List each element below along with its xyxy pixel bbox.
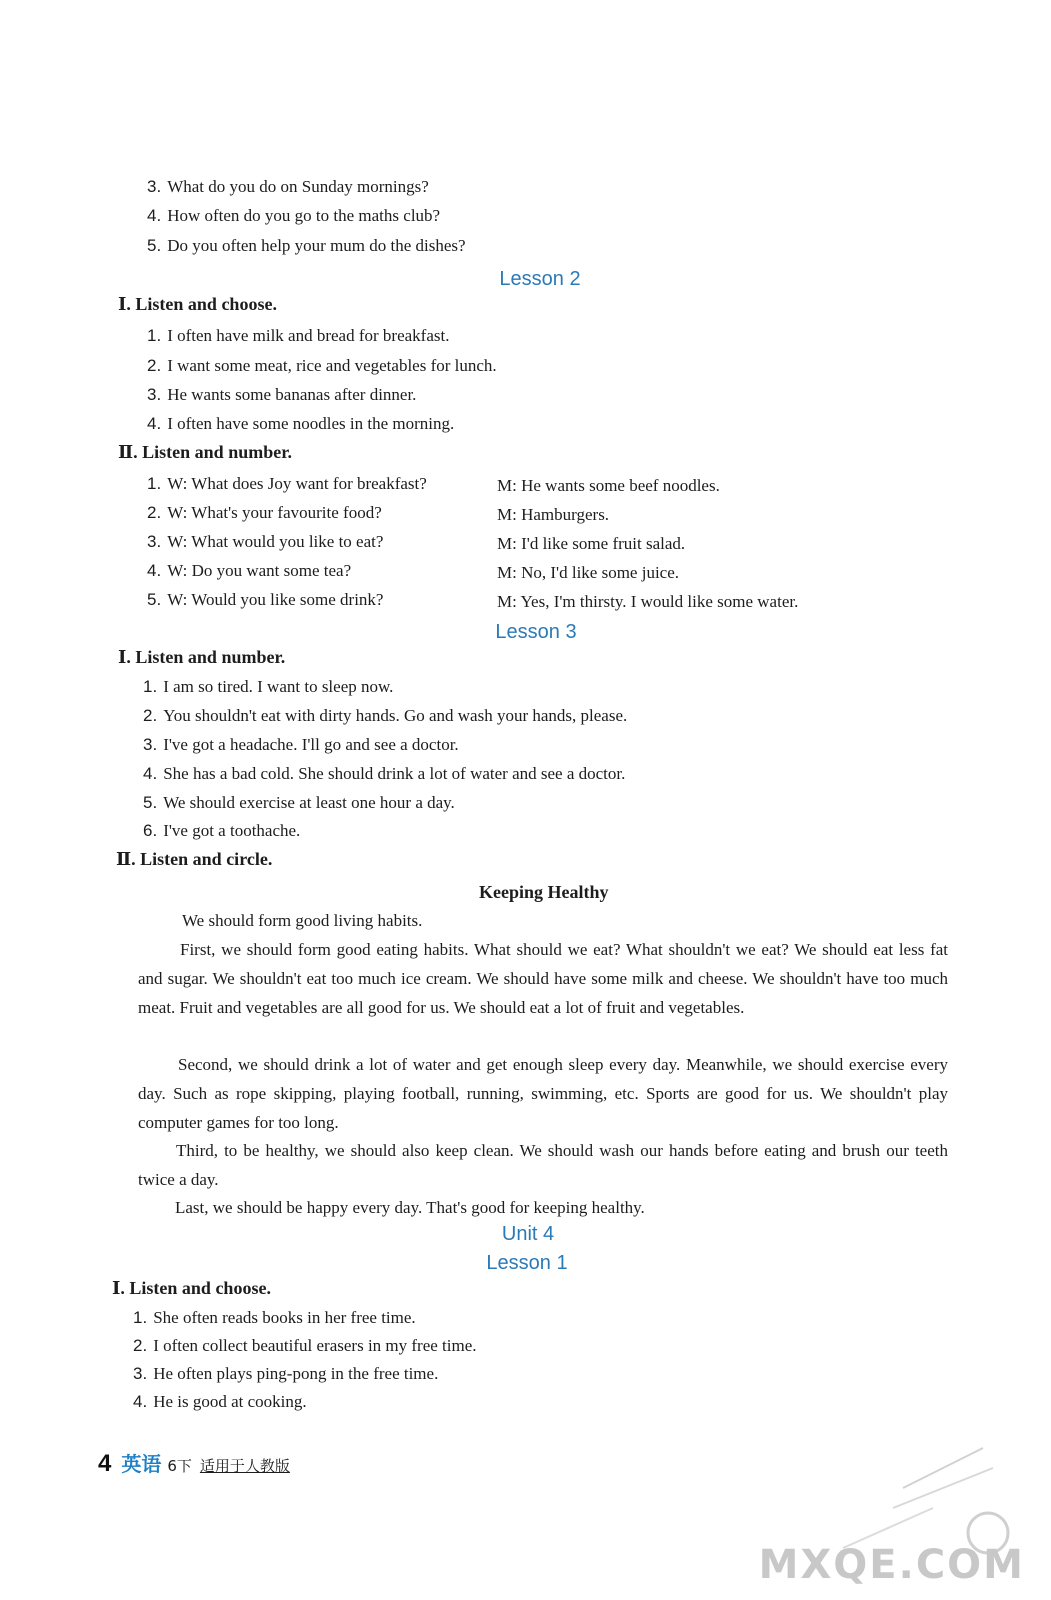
dialogue-answer: M: No, I'd like some juice.: [497, 563, 680, 582]
section-heading: Ⅱ. Listen and circle.: [116, 849, 273, 869]
list-item: 2. I often collect beautiful erasers in my free time.: [133, 1336, 477, 1355]
edition-label: 适用于人教版: [199, 1457, 290, 1475]
watermark-text: MXQE.COM: [758, 1542, 1025, 1588]
passage-paragraph: First, we should form good eating habits. What should we eat? What shouldn't we eat? We should eat less fat and sugar. We shouldn't eat too much ice cream. We should have some milk and cheese. We shouldn't have too much meat. Fruit and vegetables are all good for us. We should eat a lot of fruit and vegetables.: [138, 940, 948, 1017]
passage-paragraph: Third, to be healthy, we should also keep clean. We should wash our hands before eating and brush our teeth twice a day.: [138, 1141, 948, 1189]
list-item: 2. You shouldn't eat with dirty hands. Go and wash your hands, please.: [143, 706, 628, 725]
list-item: 5. Do you often help your mum do the dishes?: [147, 236, 466, 255]
list-item: 1. She often reads books in her free time.: [133, 1308, 416, 1327]
lesson-3-heading: Lesson 3: [495, 621, 577, 643]
dialogue-row: 5. W: Would you like some drink?: [147, 590, 384, 609]
unit-4-heading: Unit 4: [501, 1223, 555, 1245]
passage-paragraph: Last, we should be happy every day. That's good for keeping healthy.: [175, 1198, 645, 1217]
passage-paragraph: Second, we should drink a lot of water and get enough sleep every day. Meanwhile, we should exercise every day. Such as rope skipping, playing football, running, swimming, etc. Sports are good for us. We shouldn't play computer games for too long.: [138, 1055, 948, 1132]
dialogue-row: 4. W: Do you want some tea?: [147, 561, 352, 580]
list-item: 4. How often do you go to the maths club?: [147, 206, 441, 225]
dialogue-answer: M: Yes, I'm thirsty. I would like some water.: [497, 592, 799, 611]
list-item: 3. He wants some bananas after dinner.: [147, 385, 417, 404]
list-item: 3. He often plays ping-pong in the free time.: [133, 1364, 439, 1383]
list-item: 5. We should exercise at least one hour a day.: [143, 793, 455, 812]
section-heading: Ⅱ. Listen and number.: [118, 442, 293, 462]
list-item: 4. He is good at cooking.: [133, 1392, 307, 1411]
list-item: 2. I want some meat, rice and vegetables for lunch.: [147, 356, 497, 375]
subject-label: 英语: [121, 1452, 162, 1476]
passage-paragraph: We should form good living habits.: [182, 911, 423, 930]
list-item: 1. I am so tired. I want to sleep now.: [143, 677, 394, 696]
dialogue-row: 1. W: What does Joy want for breakfast?: [147, 474, 427, 493]
section-heading: Ⅰ. Listen and choose.: [112, 1278, 271, 1298]
dialogue-answer: M: I'd like some fruit salad.: [497, 534, 686, 553]
dialogue-row: 3. W: What would you like to eat?: [147, 532, 384, 551]
page-footer: [98, 1448, 290, 1478]
list-item: 3. I've got a headache. I'll go and see a doctor.: [143, 735, 459, 754]
dialogue-answer: M: Hamburgers.: [497, 505, 610, 524]
lesson-1-heading: Lesson 1: [486, 1252, 568, 1274]
section-heading: Ⅰ. Listen and choose.: [118, 294, 277, 314]
watermark-logo: [758, 1428, 1033, 1588]
grade-label: 6下: [167, 1457, 192, 1475]
list-item: 4. I often have some noodles in the morning.: [147, 414, 455, 433]
dialogue-row: 2. W: What's your favourite food?: [147, 503, 382, 522]
passage-title: Keeping Healthy: [479, 882, 609, 902]
lesson-2-heading: Lesson 2: [499, 268, 581, 290]
list-item: 4. She has a bad cold. She should drink a lot of water and see a doctor.: [143, 764, 626, 783]
list-item: 1. I often have milk and bread for breakfast.: [147, 326, 450, 345]
page-number: 4: [98, 1450, 112, 1477]
section-heading: Ⅰ. Listen and number.: [118, 647, 286, 667]
dialogue-answer: M: He wants some beef noodles.: [497, 476, 720, 495]
list-item: 3. What do you do on Sunday mornings?: [147, 177, 429, 196]
list-item: 6. I've got a toothache.: [143, 821, 301, 840]
